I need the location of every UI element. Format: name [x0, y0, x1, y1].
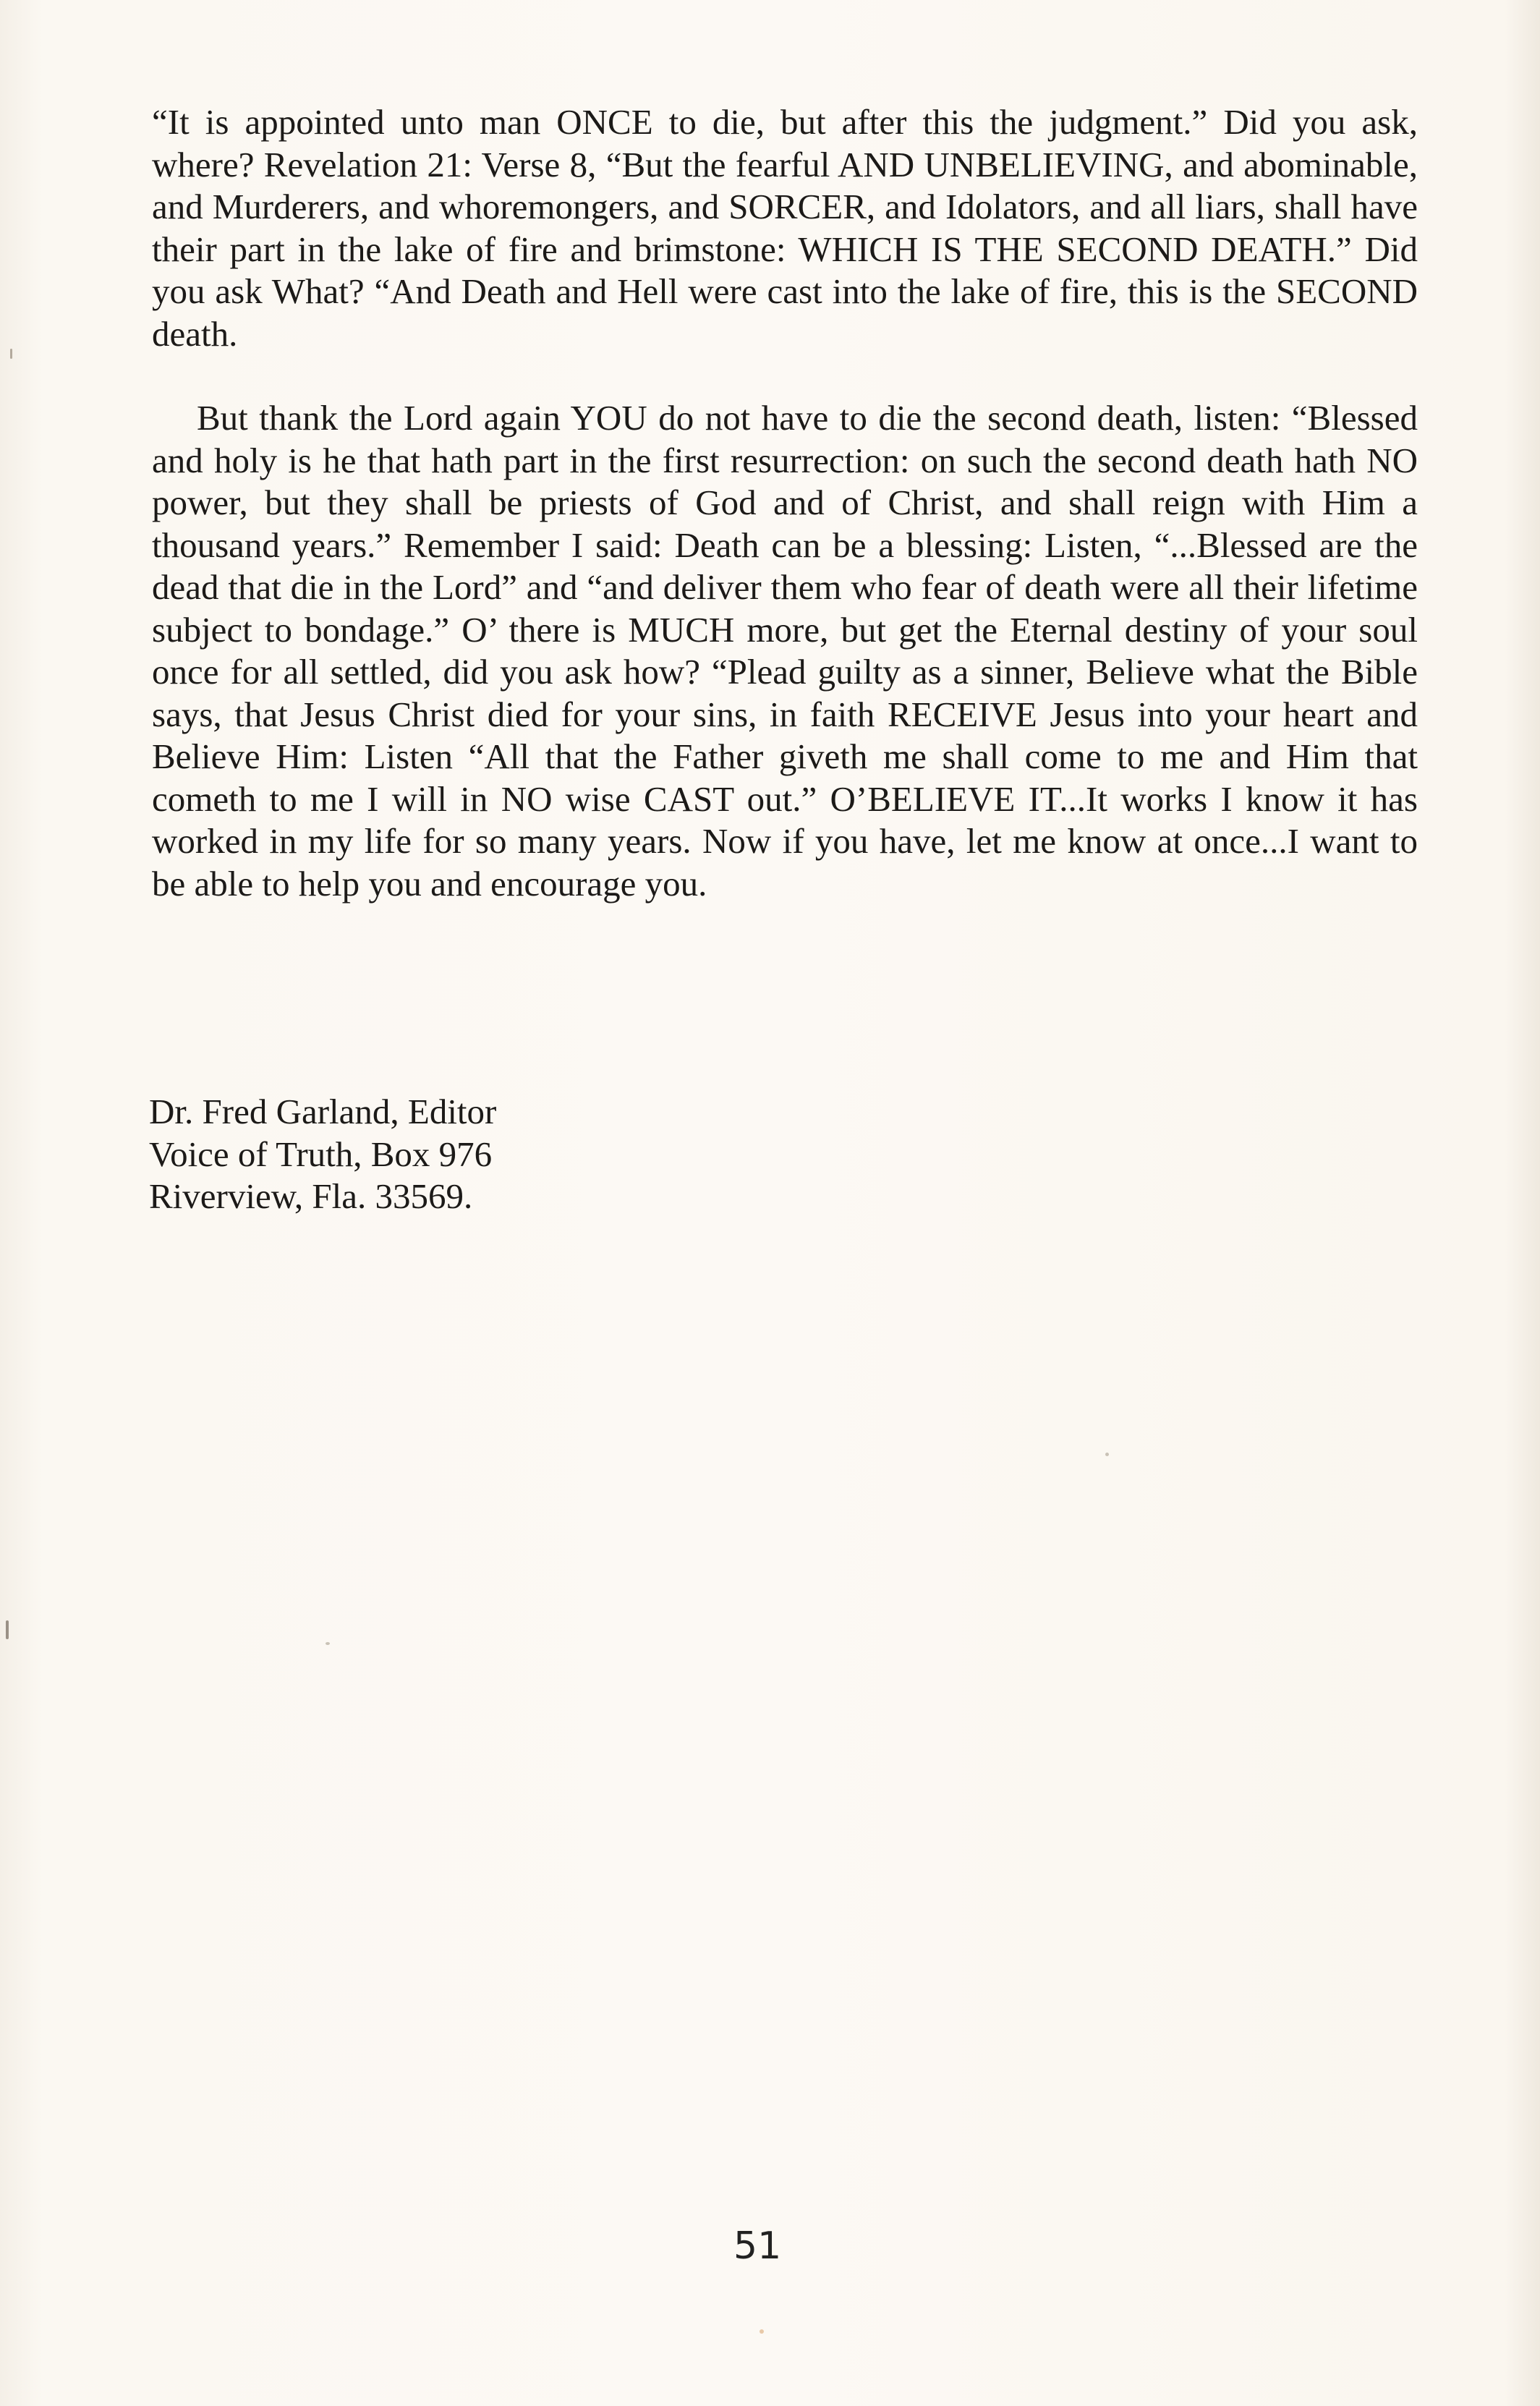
editor-name: Dr. Fred Garland, Editor — [149, 1092, 497, 1131]
body-text — [152, 101, 1418, 905]
paper-speck — [760, 2329, 764, 2334]
paper-speck — [1105, 1453, 1109, 1456]
paper-speck — [6, 1620, 9, 1639]
paragraph-2: But thank the Lord again YOU do not have to die the second death, listen: “Blessed and holy is he that hath part in the first resurrection: on such the second death hath NO power, but they shall be priests of God and of Christ, and shall reign with Him a thousand years.” Remember I said: Death can be a blessing: Listen, “...Blessed are the dead that die in the Lord” and “and deliver them who fear of death were all their lifetime subject to bondage.” O’ there is MUCH more, but get the Eternal destiny of your soul once for all settled, did you ask how? “Plead guilty as a sinner, Believe what the Bible says, that Jesus Christ died for your sins, in faith RECEIVE Jesus into your heart and Believe Him: Listen “All that the Father giveth me shall come to me and Him that cometh to me I will in NO wise CAST out.” O’BELIEVE IT...It works I know it has worked in my life for so many years. Now if you have, let me know at once...I want to be able to help you and encourage you. — [152, 398, 1418, 904]
paper-speck — [10, 349, 12, 359]
editor-box: Voice of Truth, Box 976 — [149, 1134, 493, 1174]
editor-address: Riverview, Fla. 33569. — [149, 1176, 473, 1216]
editor-signature-block — [149, 1091, 496, 1218]
paragraph-1: “It is appointed unto man ONCE to die, but after this the judgment.” Did you ask, where? Revelation 21: Verse 8, “But the fearful AND UNBELIEVING, and abominable, and Murderers, and whoremongers, and SORCER, and Idolators, and all liars, shall have their part in the lake of fire and brimstone: WHICH IS THE SECOND DEATH.” Did you ask What? “And Death and Hell were cast into the lake of fire, this is the SECOND death. — [152, 102, 1418, 354]
paper-speck — [326, 1642, 330, 1645]
page-number: 51 — [733, 2224, 782, 2268]
